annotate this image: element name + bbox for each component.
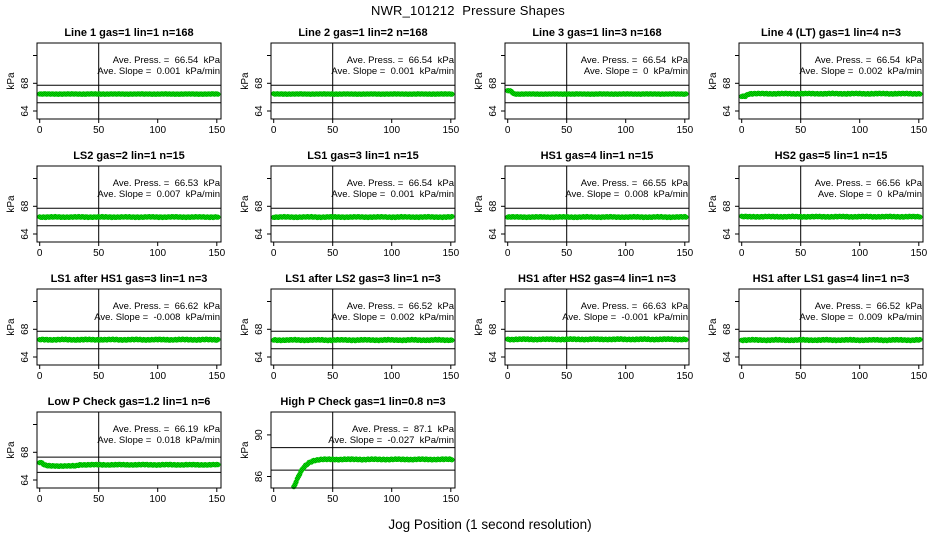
svg-text:64: 64 bbox=[20, 228, 31, 240]
data-series bbox=[505, 336, 688, 342]
figure-title: NWR_101212 Pressure Shapes bbox=[370, 3, 565, 18]
annotation-ave-slope: Ave. Slope = 0 kPa/min bbox=[583, 66, 688, 77]
annotation-ave-press: Ave. Press. = 66.56 kPa bbox=[814, 178, 922, 189]
svg-text:64: 64 bbox=[20, 474, 31, 486]
subplot-ls1-after-hs1-gas-3-lin-1-n-3 bbox=[0, 256, 234, 382]
svg-text:68: 68 bbox=[722, 77, 733, 89]
y-axis-label: kPa bbox=[240, 72, 251, 90]
axis-tick-labels bbox=[20, 77, 226, 136]
annotation-ave-slope: Ave. Slope = -0.008 kPa/min bbox=[94, 312, 220, 323]
svg-text:100: 100 bbox=[149, 371, 167, 382]
annotation-ave-press: Ave. Press. = 66.54 kPa bbox=[580, 55, 688, 66]
y-axis-label: kPa bbox=[474, 318, 485, 336]
svg-text:68: 68 bbox=[254, 77, 265, 89]
annotation-ave-press: Ave. Press. = 66.55 kPa bbox=[580, 178, 688, 189]
svg-text:68: 68 bbox=[20, 200, 31, 212]
annotation-ave-press: Ave. Press. = 66.19 kPa bbox=[112, 424, 220, 435]
svg-text:64: 64 bbox=[722, 351, 733, 363]
svg-text:64: 64 bbox=[254, 351, 265, 363]
svg-text:50: 50 bbox=[327, 125, 339, 136]
subplot-title: LS1 after HS1 gas=3 lin=1 n=3 bbox=[50, 273, 208, 285]
data-series bbox=[505, 214, 688, 220]
annotation-ave-press: Ave. Press. = 66.62 kPa bbox=[112, 301, 220, 312]
svg-text:68: 68 bbox=[488, 323, 499, 335]
subplot-hs2-gas-5-lin-1-n-15 bbox=[702, 133, 936, 259]
annotation-ave-press: Ave. Press. = 66.52 kPa bbox=[346, 301, 454, 312]
svg-text:150: 150 bbox=[442, 248, 460, 259]
svg-text:100: 100 bbox=[383, 125, 401, 136]
subplot-title: Line 1 gas=1 lin=1 n=168 bbox=[64, 27, 194, 39]
annotation-ave-slope: Ave. Slope = 0.001 kPa/min bbox=[97, 66, 220, 77]
svg-text:68: 68 bbox=[722, 323, 733, 335]
annotation-ave-press: Ave. Press. = 66.63 kPa bbox=[580, 301, 688, 312]
svg-text:150: 150 bbox=[208, 371, 226, 382]
svg-text:150: 150 bbox=[442, 494, 460, 505]
svg-text:0: 0 bbox=[738, 125, 745, 136]
axis-tick-labels bbox=[722, 77, 928, 136]
y-axis-label: kPa bbox=[6, 195, 17, 213]
svg-text:150: 150 bbox=[208, 494, 226, 505]
svg-text:64: 64 bbox=[254, 228, 265, 240]
svg-text:68: 68 bbox=[488, 77, 499, 89]
y-axis-label: kPa bbox=[474, 195, 485, 213]
svg-text:0: 0 bbox=[270, 248, 277, 259]
y-axis-label: kPa bbox=[240, 441, 251, 459]
svg-text:100: 100 bbox=[149, 125, 167, 136]
subplot-title: HS1 after LS1 gas=4 lin=1 n=3 bbox=[752, 273, 910, 285]
svg-text:0: 0 bbox=[36, 248, 43, 259]
svg-text:50: 50 bbox=[93, 248, 105, 259]
axis-tick-labels bbox=[254, 200, 460, 259]
axis-tick-labels bbox=[488, 200, 694, 259]
data-series bbox=[271, 91, 454, 97]
annotation-ave-slope: Ave. Slope = 0.008 kPa/min bbox=[565, 189, 688, 200]
svg-text:50: 50 bbox=[327, 248, 339, 259]
y-axis-label: kPa bbox=[6, 441, 17, 459]
svg-text:64: 64 bbox=[254, 105, 265, 117]
svg-text:50: 50 bbox=[795, 125, 807, 136]
annotation-ave-slope: Ave. Slope = 0.009 kPa/min bbox=[799, 312, 922, 323]
annotation-ave-press: Ave. Press. = 66.53 kPa bbox=[112, 178, 220, 189]
svg-text:64: 64 bbox=[488, 351, 499, 363]
y-axis-label: kPa bbox=[6, 72, 17, 90]
annotation-ave-slope: Ave. Slope = -0.001 kPa/min bbox=[562, 312, 688, 323]
data-series bbox=[271, 214, 454, 220]
subplot-title: HS1 gas=4 lin=1 n=15 bbox=[540, 150, 654, 162]
svg-text:0: 0 bbox=[738, 248, 745, 259]
subplot-title: HS1 after HS2 gas=4 lin=1 n=3 bbox=[517, 273, 677, 285]
subplot-title: Low P Check gas=1.2 lin=1 n=6 bbox=[47, 396, 211, 408]
y-axis-label: kPa bbox=[708, 72, 719, 90]
svg-text:100: 100 bbox=[617, 371, 635, 382]
svg-text:64: 64 bbox=[488, 228, 499, 240]
svg-text:0: 0 bbox=[270, 371, 277, 382]
subplot-ls1-gas-3-lin-1-n-15 bbox=[234, 133, 468, 259]
svg-text:50: 50 bbox=[795, 371, 807, 382]
data-series bbox=[37, 337, 220, 343]
data-series bbox=[739, 91, 922, 100]
subplot-ls2-gas-2-lin-1-n-15 bbox=[0, 133, 234, 259]
svg-text:68: 68 bbox=[254, 200, 265, 212]
svg-text:68: 68 bbox=[20, 77, 31, 89]
svg-text:50: 50 bbox=[327, 494, 339, 505]
subplot-line-1-gas-1-lin-1-n-168 bbox=[0, 10, 234, 136]
annotation-ave-slope: Ave. Slope = -0.027 kPa/min bbox=[328, 435, 454, 446]
annotation-ave-press: Ave. Press. = 66.54 kPa bbox=[346, 55, 454, 66]
svg-text:100: 100 bbox=[851, 125, 869, 136]
annotation-ave-slope: Ave. Slope = 0.018 kPa/min bbox=[97, 435, 220, 446]
data-series bbox=[739, 214, 922, 220]
annotation-ave-slope: Ave. Slope = 0.002 kPa/min bbox=[799, 66, 922, 77]
annotation-ave-press: Ave. Press. = 66.54 kPa bbox=[346, 178, 454, 189]
svg-text:100: 100 bbox=[149, 248, 167, 259]
axis-tick-labels bbox=[722, 323, 928, 382]
svg-text:50: 50 bbox=[795, 248, 807, 259]
data-series bbox=[271, 337, 454, 343]
subplot-low-p-check-gas-1-2-lin-1-n-6 bbox=[0, 379, 234, 505]
svg-text:150: 150 bbox=[910, 371, 928, 382]
svg-text:0: 0 bbox=[270, 494, 277, 505]
svg-text:100: 100 bbox=[617, 125, 635, 136]
svg-text:100: 100 bbox=[383, 371, 401, 382]
axis-tick-labels bbox=[20, 200, 226, 259]
annotation-ave-press: Ave. Press. = 66.52 kPa bbox=[814, 301, 922, 312]
svg-text:50: 50 bbox=[93, 125, 105, 136]
y-axis-label: kPa bbox=[708, 195, 719, 213]
axis-tick-labels bbox=[488, 77, 694, 136]
subplot-title: Line 4 (LT) gas=1 lin=4 n=3 bbox=[760, 27, 902, 39]
svg-text:150: 150 bbox=[208, 248, 226, 259]
svg-text:150: 150 bbox=[676, 248, 694, 259]
data-series bbox=[37, 91, 220, 97]
subplot-title: Line 3 gas=1 lin=3 n=168 bbox=[532, 27, 662, 39]
annotation-ave-slope: Ave. Slope = 0.001 kPa/min bbox=[331, 66, 454, 77]
svg-text:150: 150 bbox=[442, 125, 460, 136]
svg-text:150: 150 bbox=[910, 125, 928, 136]
svg-text:150: 150 bbox=[676, 125, 694, 136]
svg-text:68: 68 bbox=[20, 446, 31, 458]
svg-text:64: 64 bbox=[722, 228, 733, 240]
svg-text:0: 0 bbox=[36, 494, 43, 505]
svg-text:0: 0 bbox=[36, 371, 43, 382]
svg-text:0: 0 bbox=[504, 125, 511, 136]
annotation-ave-slope: Ave. Slope = 0 kPa/min bbox=[817, 189, 922, 200]
annotation-ave-press: Ave. Press. = 66.54 kPa bbox=[112, 55, 220, 66]
subplot-title: LS1 after LS2 gas=3 lin=1 n=3 bbox=[285, 273, 441, 285]
y-axis-label: kPa bbox=[6, 318, 17, 336]
svg-text:86: 86 bbox=[254, 470, 265, 483]
data-series bbox=[37, 460, 220, 469]
svg-text:50: 50 bbox=[93, 494, 105, 505]
subplot-title: LS1 gas=3 lin=1 n=15 bbox=[307, 150, 419, 162]
subplot-hs1-gas-4-lin-1-n-15 bbox=[468, 133, 702, 259]
subplot-ls1-after-ls2-gas-3-lin-1-n-3 bbox=[234, 256, 468, 382]
svg-text:64: 64 bbox=[722, 105, 733, 117]
svg-text:50: 50 bbox=[327, 371, 339, 382]
svg-text:0: 0 bbox=[36, 125, 43, 136]
data-series bbox=[505, 88, 688, 97]
svg-text:0: 0 bbox=[270, 125, 277, 136]
svg-text:150: 150 bbox=[208, 125, 226, 136]
annotation-ave-press: Ave. Press. = 87.1 kPa bbox=[351, 424, 454, 435]
annotation-ave-slope: Ave. Slope = 0.007 kPa/min bbox=[97, 189, 220, 200]
axis-tick-labels bbox=[20, 323, 226, 382]
data-series bbox=[291, 456, 454, 489]
data-series bbox=[739, 337, 922, 343]
axis-tick-labels bbox=[20, 446, 226, 505]
y-axis-label: kPa bbox=[474, 72, 485, 90]
annotation-ave-slope: Ave. Slope = 0.002 kPa/min bbox=[331, 312, 454, 323]
svg-text:64: 64 bbox=[20, 105, 31, 117]
svg-text:150: 150 bbox=[442, 371, 460, 382]
svg-text:68: 68 bbox=[20, 323, 31, 335]
svg-text:100: 100 bbox=[617, 248, 635, 259]
subplot-line-4-lt-gas-1-lin-4-n-3 bbox=[702, 10, 936, 136]
svg-text:50: 50 bbox=[93, 371, 105, 382]
svg-text:50: 50 bbox=[561, 125, 573, 136]
subplot-hs1-after-hs2-gas-4-lin-1-n-3 bbox=[468, 256, 702, 382]
svg-text:50: 50 bbox=[561, 371, 573, 382]
svg-text:100: 100 bbox=[851, 371, 869, 382]
x-axis-label: Jog Position (1 second resolution) bbox=[388, 517, 592, 532]
subplot-title: Line 2 gas=1 lin=2 n=168 bbox=[298, 27, 428, 39]
svg-text:150: 150 bbox=[910, 248, 928, 259]
axis-tick-labels bbox=[254, 77, 460, 136]
subplot-line-3-gas-1-lin-3-n-168 bbox=[468, 10, 702, 136]
axis-tick-labels bbox=[488, 323, 694, 382]
svg-text:100: 100 bbox=[149, 494, 167, 505]
svg-text:150: 150 bbox=[676, 371, 694, 382]
axis-tick-labels bbox=[254, 323, 460, 382]
subplot-title: HS2 gas=5 lin=1 n=15 bbox=[774, 150, 888, 162]
axis-tick-labels bbox=[722, 200, 928, 259]
svg-text:0: 0 bbox=[504, 248, 511, 259]
subplot-line-2-gas-1-lin-2-n-168 bbox=[234, 10, 468, 136]
svg-text:68: 68 bbox=[722, 200, 733, 212]
svg-text:0: 0 bbox=[738, 371, 745, 382]
svg-text:100: 100 bbox=[383, 494, 401, 505]
svg-text:90: 90 bbox=[254, 429, 265, 441]
svg-text:68: 68 bbox=[254, 323, 265, 335]
data-series bbox=[37, 214, 220, 220]
y-axis-label: kPa bbox=[708, 318, 719, 336]
svg-text:100: 100 bbox=[383, 248, 401, 259]
subplot-title: High P Check gas=1 lin=0.8 n=3 bbox=[280, 396, 446, 408]
subplot-title: LS2 gas=2 lin=1 n=15 bbox=[73, 150, 185, 162]
svg-text:100: 100 bbox=[851, 248, 869, 259]
annotation-ave-press: Ave. Press. = 66.54 kPa bbox=[814, 55, 922, 66]
svg-text:64: 64 bbox=[488, 105, 499, 117]
subplot-hs1-after-ls1-gas-4-lin-1-n-3 bbox=[702, 256, 936, 382]
annotation-ave-slope: Ave. Slope = 0.001 kPa/min bbox=[331, 189, 454, 200]
subplot-high-p-check-gas-1-lin-0-8-n-3 bbox=[234, 379, 468, 505]
svg-text:68: 68 bbox=[488, 200, 499, 212]
svg-text:64: 64 bbox=[20, 351, 31, 363]
y-axis-label: kPa bbox=[240, 318, 251, 336]
svg-text:0: 0 bbox=[504, 371, 511, 382]
y-axis-label: kPa bbox=[240, 195, 251, 213]
svg-text:50: 50 bbox=[561, 248, 573, 259]
